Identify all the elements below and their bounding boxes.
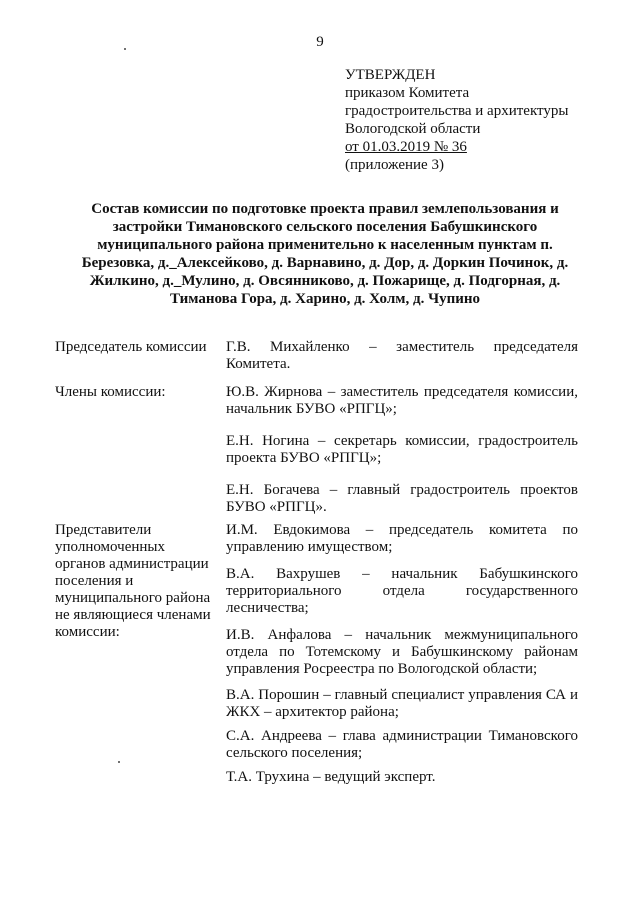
document-title	[60, 200, 590, 308]
member-entry: Е.Н. Ногина – секретарь комиссии, градостроитель проекта БУВО «РПГЦ»;	[226, 433, 578, 466]
approval-order-number: от 01.03.2019 № 36	[345, 139, 467, 155]
chairman-label: Председатель комиссии	[55, 339, 207, 355]
approval-line: градостроительства и архитектуры	[345, 103, 569, 119]
member-entry: Е.Н. Богачева – главный градостроитель проектов БУВО «РПГЦ».	[226, 482, 578, 515]
approval-line: приказом Комитета	[345, 85, 470, 101]
representative-entry: С.А. Андреева – глава администрации Тимановского сельского поселения;	[226, 728, 578, 761]
member-entry: Ю.В. Жирнова – заместитель председателя комиссии, начальник БУВО «РПГЦ»;	[226, 384, 578, 417]
representative-entry: В.А. Вахрушев – начальник Бабушкинского территориального отдела государственного лесничества;	[226, 566, 578, 616]
scan-speck	[124, 48, 126, 50]
chairman-entry: Г.В. Михайленко – заместитель председателя Комитета.	[226, 339, 578, 372]
representatives-label: Представители уполномоченных органов администрации поселения и муниципального района не являющиеся членами комиссии:	[55, 522, 211, 640]
title-line: Состав комиссии по подготовке проекта правил землепользования и	[91, 201, 559, 217]
title-line: муниципального района применительно к населенным пунктам п.	[97, 237, 553, 253]
members-label: Члены комиссии:	[55, 384, 166, 400]
representative-entry: И.В. Анфалова – начальник межмуниципального отдела по Тотемскому и Бабушкинскому районам управления Росреестра по Вологодской области;	[226, 627, 578, 677]
scan-speck	[118, 761, 120, 763]
representative-entry: Т.А. Трухина – ведущий эксперт.	[226, 769, 436, 785]
representative-entry: В.А. Порошин – главный специалист управления СА и ЖКХ – архитектор района;	[226, 687, 578, 720]
title-line: Тиманова Гора, д. Харино, д. Холм, д. Чупино	[169, 291, 481, 307]
title-line: застройки Тимановского сельского поселения Бабушкинского	[112, 219, 538, 235]
representative-entry: И.М. Евдокимова – председатель комитета по управлению имуществом;	[226, 522, 578, 555]
approval-appendix: (приложение 3)	[345, 157, 444, 173]
approval-block	[345, 66, 568, 174]
title-line: Жилкино, д._Мулино, д. Овсянниково, д. Пожарище, д. Подгорная, д.	[89, 273, 561, 289]
approval-heading: УТВЕРЖДЕН	[345, 67, 436, 83]
approval-line: Вологодской области	[345, 121, 481, 137]
title-line: Березовка, д._Алексейково, д. Варнавино, д. Дор, д. Доркин Починок, д.	[81, 255, 569, 271]
page-number: 9	[316, 34, 324, 50]
